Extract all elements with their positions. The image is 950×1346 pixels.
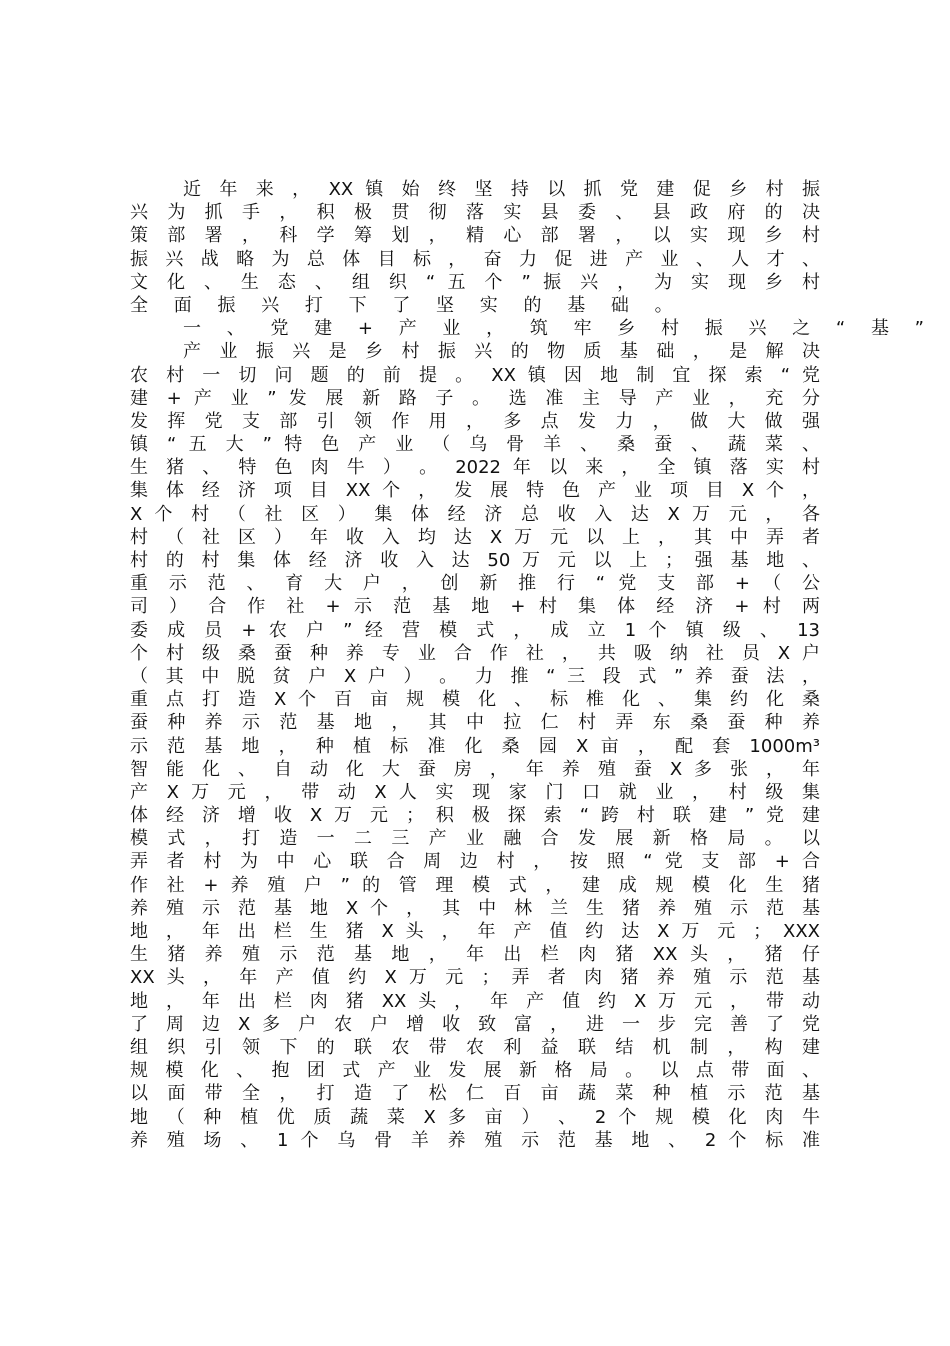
body-line: 以 面 带 全 ， 打 造 了 松 仁 百 亩 蔬 菜 种 植 示 范 基: [130, 1083, 820, 1105]
body-line: 建 + 产 业 ” 发 展 新 路 子 。 选 准 主 导 产 业 ， 充 分: [130, 387, 820, 409]
body-line: 弄 者 村 为 中 心 联 合 周 边 村 ， 按 照 “ 党 支 部 + 合: [130, 851, 820, 873]
body-line: 养 殖 示 范 基 地 X 个 ， 其 中 林 兰 生 猪 养 殖 示 范 基: [130, 897, 820, 919]
body-line: 村 （ 社 区 ） 年 收 入 均 达 X 万 元 以 上 ， 其 中 弄 者: [130, 526, 820, 548]
body-line: 重 示 范 、 育 大 户 ， 创 新 推 行 “ 党 支 部 + （ 公: [130, 573, 820, 595]
intro-line: 振 兴 战 略 为 总 体 目 标 ， 奋 力 促 进 产 业 、 人 才 、: [130, 248, 820, 270]
body-line: 集 体 经 济 项 目 XX 个 ， 发 展 特 色 产 业 项 目 X 个 ，: [130, 480, 821, 502]
body-line: 体 经 济 增 收 X 万 元 ； 积 极 探 索 “ 跨 村 联 建 ” 党 建: [130, 805, 820, 827]
body-line: 重 点 打 造 X 个 百 亩 规 模 化 、 标 椎 化 、 集 约 化 桑: [130, 689, 820, 711]
body-line: 地 （ 种 植 优 质 蔬 菜 X 多 亩 ） 、 2 个 规 模 化 肉 牛: [130, 1106, 820, 1128]
body-line: 组 织 引 领 下 的 联 农 带 农 利 益 联 结 机 制 ， 构 建: [130, 1036, 820, 1058]
intro-line: 兴 为 抓 手 ， 积 极 贯 彻 落 实 县 委 、 县 政 府 的 决: [130, 202, 820, 224]
intro-line: 全 面 振 兴 打 下 了 坚 实 的 基 础 。: [130, 294, 683, 316]
body-line: 农 村 一 切 问 题 的 前 提 。 XX 镇 因 地 制 宜 探 索 “ 党: [130, 364, 820, 386]
body-line: 养 殖 场 、 1 个 乌 骨 羊 养 殖 示 范 基 地 、 2 个 标 准: [130, 1129, 820, 1151]
body-line: 地 ， 年 出 栏 肉 猪 XX 头 ， 年 产 值 约 X 万 元 ， 带 动: [130, 990, 821, 1012]
intro-line: 近 年 来 ， XX 镇 始 终 坚 持 以 抓 党 建 促 乡 村 振: [183, 179, 820, 200]
body-line: X 个 村 （ 社 区 ） 集 体 经 济 总 收 入 达 X 万 元 ， 各: [130, 503, 820, 525]
body-line: （ 其 中 脱 贫 户 X 户 ） 。 力 推 “ 三 段 式 ” 养 蚕 法 ，: [130, 665, 820, 687]
body-line: XX 头 ， 年 产 值 约 X 万 元 ； 弄 者 肉 猪 养 殖 示 范 基: [130, 967, 820, 989]
body-line: 地 ， 年 出 栏 生 猪 X 头 ， 年 产 值 约 达 X 万 元 ； XXX: [130, 921, 820, 942]
body-line: 蚕 种 养 示 范 基 地 ， 其 中 拉 仁 村 弄 东 桑 蚕 种 养: [130, 712, 820, 734]
body-line: 委 成 员 + 农 户 ” 经 营 模 式 ， 成 立 1 个 镇 级 、 13: [130, 619, 820, 641]
intro-line: 文 化 、 生 态 、 组 织 “ 五 个 ” 振 兴 ， 为 实 现 乡 村: [130, 271, 820, 293]
body-line: 了 周 边 X 多 户 农 户 增 收 致 富 ， 进 一 步 完 善 了 党: [130, 1013, 820, 1035]
body-line: 产 业 振 兴 是 乡 村 振 兴 的 物 质 基 础 ， 是 解 决: [183, 341, 820, 363]
section-heading: 一 、 党 建 + 产 业 ， 筑 牢 乡 村 振 兴 之 “ 基 ”: [183, 318, 934, 340]
body-line: 生 猪 、 特 色 肉 牛 ） 。 2022 年 以 来 ， 全 镇 落 实 村: [130, 457, 821, 479]
body-line: 个 村 级 桑 蚕 种 养 专 业 合 作 社 ， 共 吸 纳 社 员 X 户: [130, 642, 820, 664]
body-line: 产 X 万 元 ， 带 动 X 人 实 现 家 门 口 就 业 ， 村 级 集: [130, 781, 820, 803]
body-line: 司 ） 合 作 社 + 示 范 基 地 + 村 集 体 经 济 + 村 两: [130, 596, 820, 618]
body-line: 生 猪 养 殖 示 范 基 地 ， 年 出 栏 肉 猪 XX 头 ， 猪 仔: [130, 944, 820, 966]
body-line: 模 式 ， 打 造 一 二 三 产 业 融 合 发 展 新 格 局 。 以: [130, 828, 820, 850]
body-line: 作 社 + 养 殖 户 ” 的 管 理 模 式 ， 建 成 规 模 化 生 猪: [130, 874, 820, 896]
body-line: 镇 “ 五 大 ” 特 色 产 业 （ 乌 骨 羊 、 桑 蚕 、 蔬 菜 、: [130, 434, 820, 456]
intro-line: 策 部 署 ， 科 学 筹 划 ， 精 心 部 署 ， 以 实 现 乡 村: [130, 225, 820, 247]
body-line: 村 的 村 集 体 经 济 收 入 达 50 万 元 以 上 ； 强 基 地 、: [130, 550, 820, 571]
document-body: [130, 178, 934, 1152]
body-line: 发 挥 党 支 部 引 领 作 用 ， 多 点 发 力 ， 做 大 做 强: [130, 410, 820, 432]
body-line: 智 能 化 、 自 动 化 大 蚕 房 ， 年 养 殖 蚕 X 多 张 ， 年: [130, 758, 820, 780]
body-line: 规 模 化 、 抱 团 式 产 业 发 展 新 格 局 。 以 点 带 面 、: [130, 1060, 820, 1082]
body-line: 示 范 基 地 ， 种 植 标 准 化 桑 园 X 亩 ， 配 套 1000m³: [130, 735, 820, 757]
